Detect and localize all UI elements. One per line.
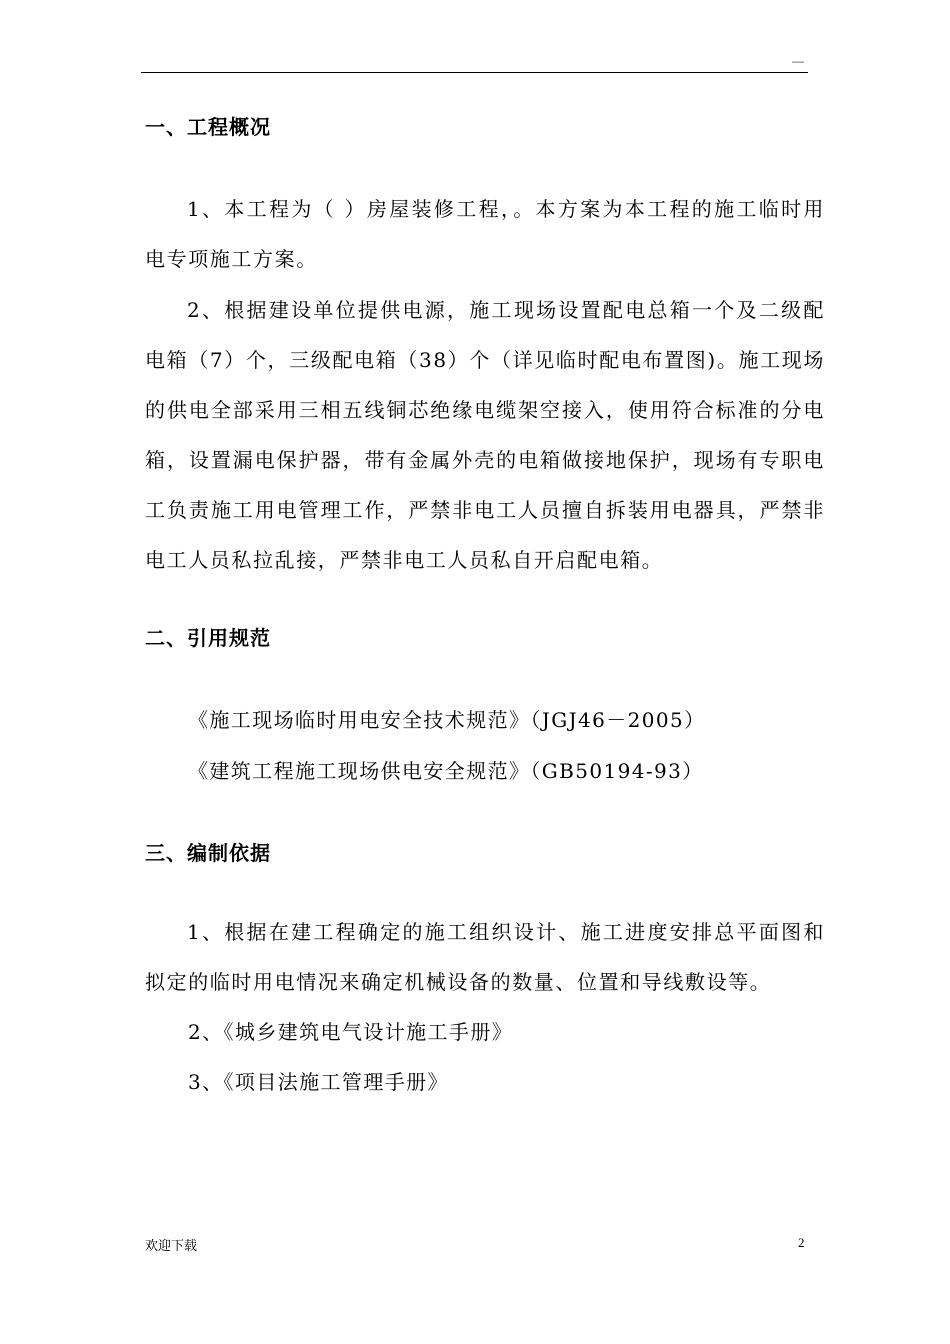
overview-paragraph-1: 1、本工程为（ ）房屋装修工程，。本方案为本工程的施工临时用电专项施工方案。 bbox=[145, 197, 825, 271]
section-title-standards: 二、引用规范 bbox=[145, 626, 271, 650]
footer-note: 欢迎下载 bbox=[145, 1238, 198, 1253]
standard-item: 《施工现场临时用电安全技术规范》（JGJ46－2005） bbox=[188, 708, 706, 732]
overview-paragraph-2: 2、根据建设单位提供电源，施工现场设置配电总箱一个及二级配电箱（7）个，三级配电箱（38）个（详见临时配电布置图)。施工现场的供电全部采用三相五线铜芯绝缘电缆架空接入，使用符合标准的分电箱，设置漏电保护器，带有金属外壳的电箱做接地保护，现场有专职电工负责施工用电管理工作，严禁非电工人员擅自拆装用电器具，严禁非电工人员私拉乱接，严禁非电工人员私自开启配电箱。 bbox=[145, 298, 825, 572]
page-number: 2 bbox=[798, 1235, 805, 1250]
header-rule bbox=[141, 72, 808, 73]
section-title-basis: 三、编制依据 bbox=[145, 841, 271, 865]
basis-item: 2、《城乡建筑电气设计施工手册》 bbox=[188, 1020, 514, 1044]
section-title-overview: 一、工程概况 bbox=[145, 115, 271, 139]
header-mark: — bbox=[792, 54, 804, 68]
standard-item: 《建筑工程施工现场供电安全规范》（GB50194-93） bbox=[188, 759, 704, 783]
basis-paragraph-1: 1、根据在建工程确定的施工组织设计、施工进度安排总平面图和拟定的临时用电情况来确定机械设备的数量、位置和导线敷设等。 bbox=[145, 920, 825, 994]
basis-item: 3、《项目法施工管理手册》 bbox=[188, 1070, 449, 1094]
